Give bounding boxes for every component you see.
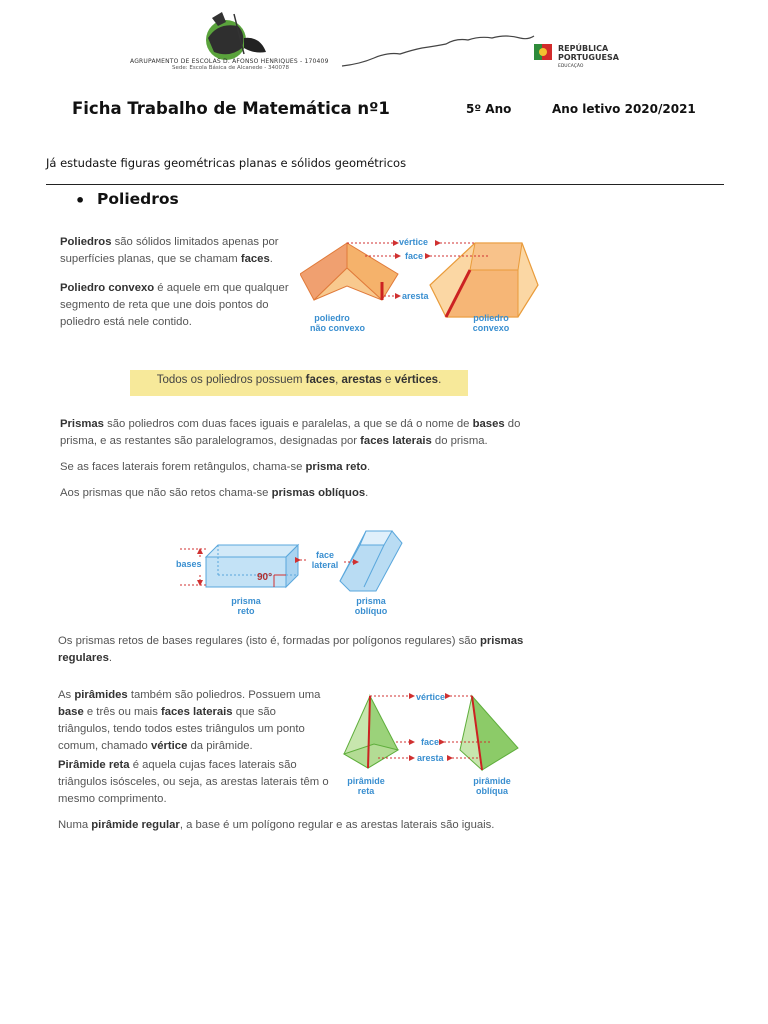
convex-definition: Poliedro convexo é aquele em que qualquer segmento de reta que une dois pontos do poliedro está nele contido. xyxy=(60,282,289,328)
worksheet-title: Ficha Trabalho de Matemática nº1 xyxy=(72,99,390,118)
oblique-pyramid-icon xyxy=(460,696,518,770)
label-nonconvex-1: poliedro xyxy=(314,313,350,323)
label-oblique-prism-1: prisma xyxy=(356,596,386,606)
label-face: face xyxy=(405,251,424,261)
coastline-icon xyxy=(340,30,535,70)
label-pyramid-face: face xyxy=(421,737,440,747)
label-right-prism-1: prisma xyxy=(231,596,261,606)
right-pyramid-icon xyxy=(344,696,398,768)
gov-line1: REPÚBLICA xyxy=(558,44,609,53)
oblique-prism-icon xyxy=(340,531,402,591)
label-lateral-1: face xyxy=(315,550,334,560)
label-edge: aresta xyxy=(402,291,429,301)
label-lateral-2: lateral xyxy=(311,560,339,570)
right-prism-icon xyxy=(206,545,298,587)
callout-text: Todos os poliedros possuem faces, arestas e vértices. xyxy=(156,374,442,386)
convex-polyhedron-icon xyxy=(430,243,538,317)
label-oblique-pyramid-2: oblíqua xyxy=(476,786,508,796)
gov-line3: EDUCAÇÃO xyxy=(558,64,584,69)
label-oblique-prism-2: oblíquo xyxy=(354,606,388,616)
label-pyramid-vertex: vértice xyxy=(416,692,446,702)
label-vertex: vértice xyxy=(399,237,429,247)
label-right-pyramid-2: reta xyxy=(357,786,375,796)
grade-label: 5º Ano xyxy=(466,102,512,116)
bullet: • xyxy=(75,191,86,210)
label-pyramid-edge: aresta xyxy=(417,753,444,763)
label-oblique-pyramid-1: pirâmide xyxy=(473,776,511,786)
section-heading: Poliedros xyxy=(97,190,179,208)
polyhedra-definition: Poliedros são sólidos limitados apenas por superfícies planas, que se chamam faces. xyxy=(60,236,279,265)
label-nonconvex-2: não convexo xyxy=(310,323,366,333)
label-right-pyramid-1: pirâmide xyxy=(347,776,385,786)
nonconvex-polyhedron-icon xyxy=(300,243,398,300)
school-year-label: Ano letivo 2020/2021 xyxy=(552,102,696,116)
regular-pyramid-text: Numa pirâmide regular, a base é um polígono regular e as arestas laterais são iguais. xyxy=(58,819,495,831)
label-convex-2: convexo xyxy=(472,323,510,333)
right-prism-definition: Se as faces laterais forem retângulos, chama-se prisma reto. xyxy=(60,461,371,473)
prisms-definition: Prismas são poliedros com duas faces iguais e paralelas, a que se dá o nome de bases do prisma, e as restantes são paralelogramos, designadas por faces laterais do prisma. xyxy=(60,418,521,447)
school-name: AGRUPAMENTO DE ESCOLAS D. AFONSO HENRIQUES - 170409 xyxy=(130,58,329,65)
label-right-prism-2: reto xyxy=(237,606,255,616)
intro-text: Já estudaste figuras geométricas planas e sólidos geométricos xyxy=(46,156,407,170)
label-bases: bases xyxy=(176,559,202,569)
label-right-angle: 90° xyxy=(257,572,273,583)
pyramids-definition: As pirâmides também são poliedros. Possuem uma base e três ou mais faces laterais que são triângulos, tendo todos estes triângulos um ponto comum, chamado vértice da pirâmide. xyxy=(58,689,321,752)
school-sede: Sede: Escola Básica de Alcanede - 340078 xyxy=(172,65,289,71)
oblique-prism-definition: Aos prismas que não são retos chama-se prismas oblíquos. xyxy=(60,487,369,499)
right-pyramid-definition: Pirâmide reta é aquela cujas faces laterais são triângulos isósceles, ou seja, as arestas laterais têm o mesmo comprimento. xyxy=(58,759,329,805)
gov-line2: PORTUGUESA xyxy=(558,53,619,62)
label-convex-1: poliedro xyxy=(473,313,509,323)
regular-prisms-text: Os prismas retos de bases regulares (isto é, formadas por polígonos regulares) são prismas regulares. xyxy=(58,635,524,664)
divider xyxy=(46,184,724,185)
